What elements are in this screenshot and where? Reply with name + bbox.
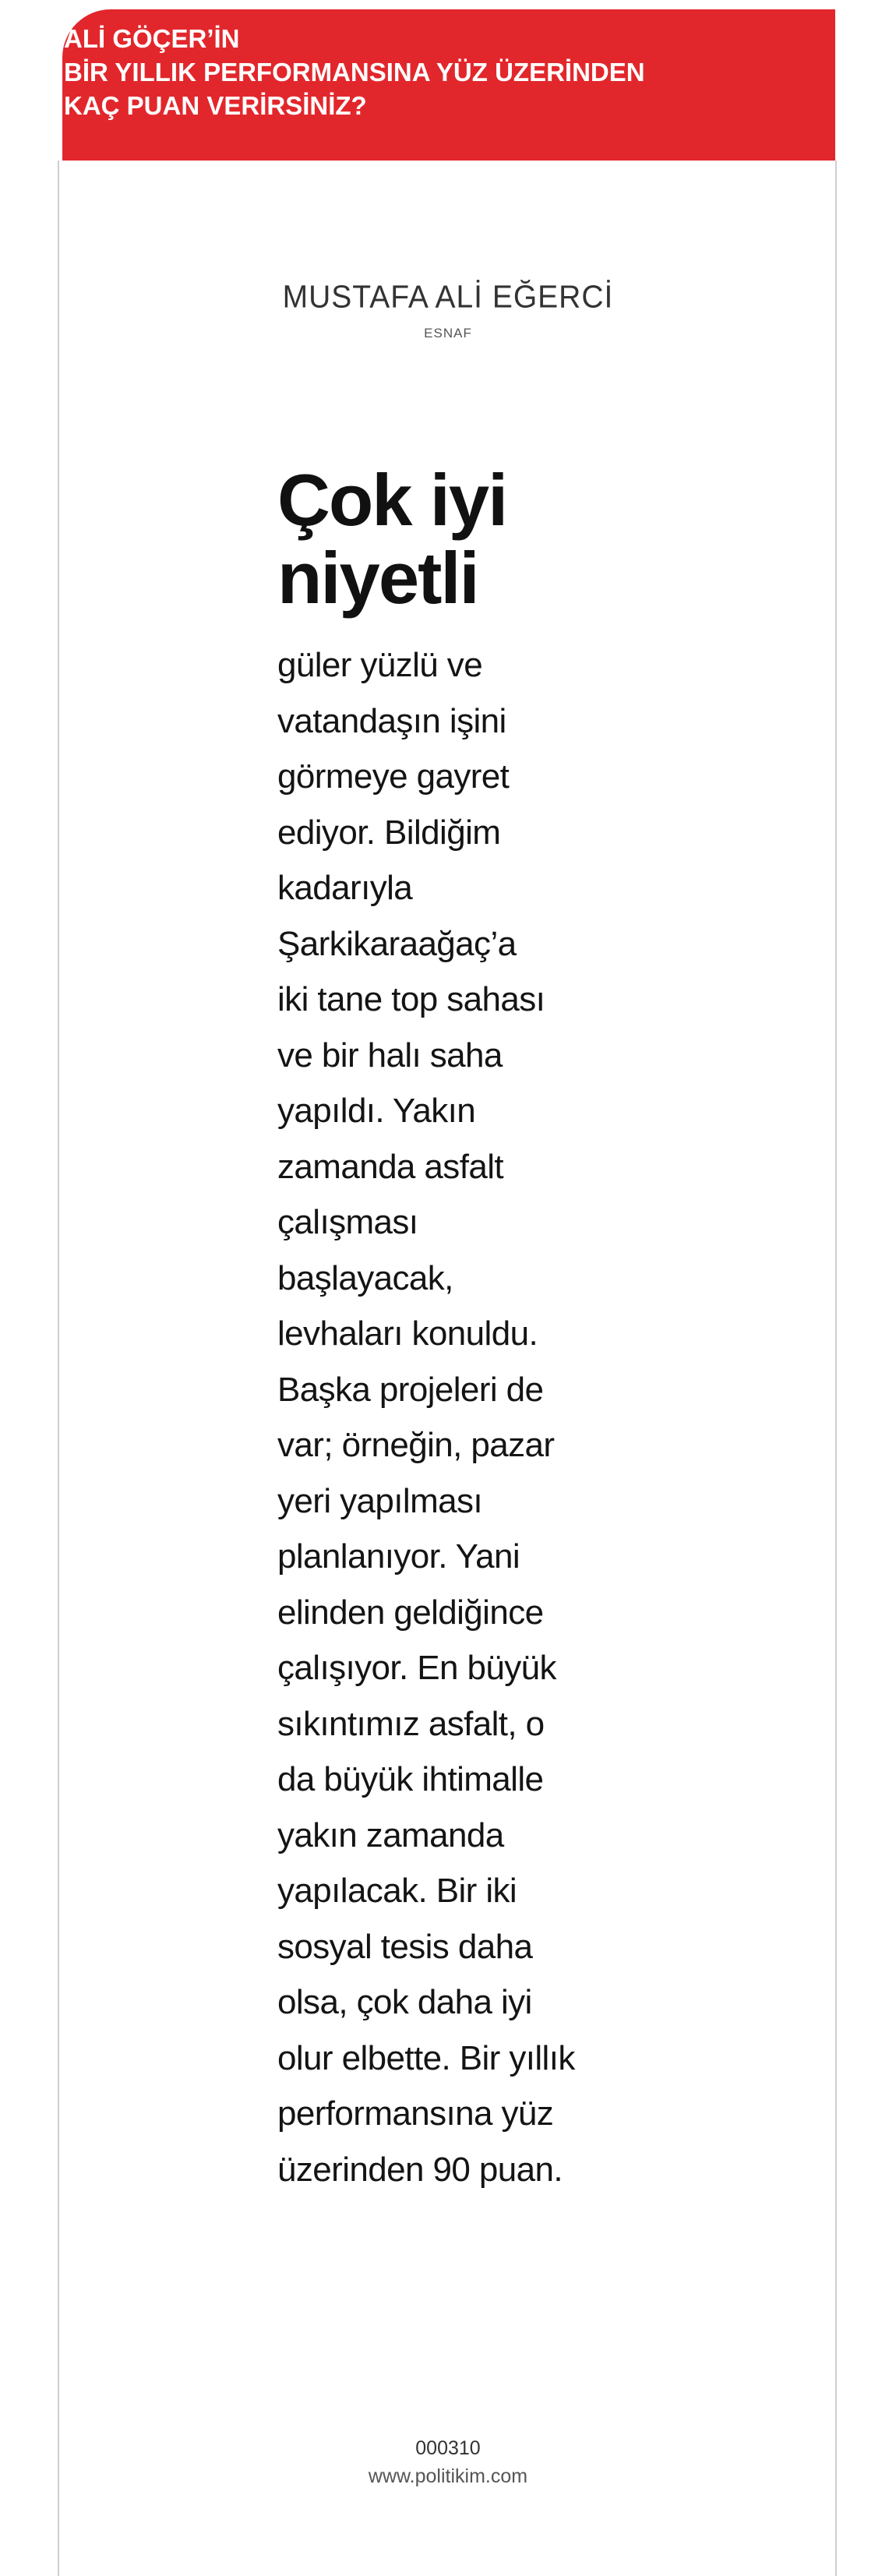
body-line: yapıldı. Yakın [277, 1092, 476, 1130]
body-line: olsa, çok daha iyi [277, 1983, 532, 2021]
headline-line: Çok iyi [277, 459, 507, 541]
header-title [64, 22, 645, 122]
body-line: Şarkikaraağaç’a [277, 924, 517, 963]
person-name: MUSTAFA ALİ EĞERCİ [282, 279, 614, 316]
body-line: vatandaşın işini [277, 701, 506, 740]
footer-code: 000310 [415, 2437, 481, 2459]
body-line: görmeye gayret [277, 757, 510, 796]
body-line: performansına yüz [277, 2094, 554, 2133]
body-line: iki tane top sahası [277, 980, 545, 1018]
body-line: Başka projeleri de [277, 1370, 544, 1409]
headline-line: niyetli [277, 537, 478, 619]
body-line: çalışması [277, 1203, 418, 1241]
header-title-line: BİR YILLIK PERFORMANSINA YÜZ ÜZERİNDEN [64, 58, 645, 86]
body-line: başlayacak, [277, 1258, 453, 1297]
body-line: çalışıyor. En büyük [277, 1649, 556, 1687]
body-line: üzerinden 90 puan. [277, 2150, 563, 2189]
header-title-line: KAÇ PUAN VERİRSİNİZ? [64, 91, 367, 120]
body-line: yeri yapılması [277, 1481, 483, 1520]
body-line: yapılacak. Bir iki [277, 1872, 517, 1910]
body-line: da büyük ihtimalle [277, 1760, 544, 1798]
body-line: güler yüzlü ve [277, 646, 483, 684]
footer-website-link[interactable]: www.politikim.com [368, 2465, 528, 2487]
body-line: levhaları konuldu. [277, 1314, 538, 1353]
body-line: sıkıntımız asfalt, o [277, 1704, 545, 1743]
body-line: olur elbette. Bir yıllık [277, 2038, 575, 2077]
article-body [277, 637, 575, 2197]
body-line: zamanda asfalt [277, 1147, 503, 1186]
body-line: ve bir halı saha [277, 1036, 503, 1075]
body-line: var; örneğin, pazar [277, 1426, 555, 1464]
article-headline [277, 461, 506, 617]
body-line: yakın zamanda [277, 1816, 504, 1854]
person-role: ESNAF [424, 326, 472, 341]
body-line: sosyal tesis daha [277, 1927, 533, 1966]
body-line: elinden geldiğince [277, 1593, 544, 1632]
body-line: planlanıyor. Yani [277, 1537, 520, 1576]
body-line: ediyor. Bildiğim [277, 813, 501, 852]
header-title-line: ALİ GÖÇER’İN [64, 24, 240, 53]
body-line: kadarıyla [277, 869, 413, 907]
